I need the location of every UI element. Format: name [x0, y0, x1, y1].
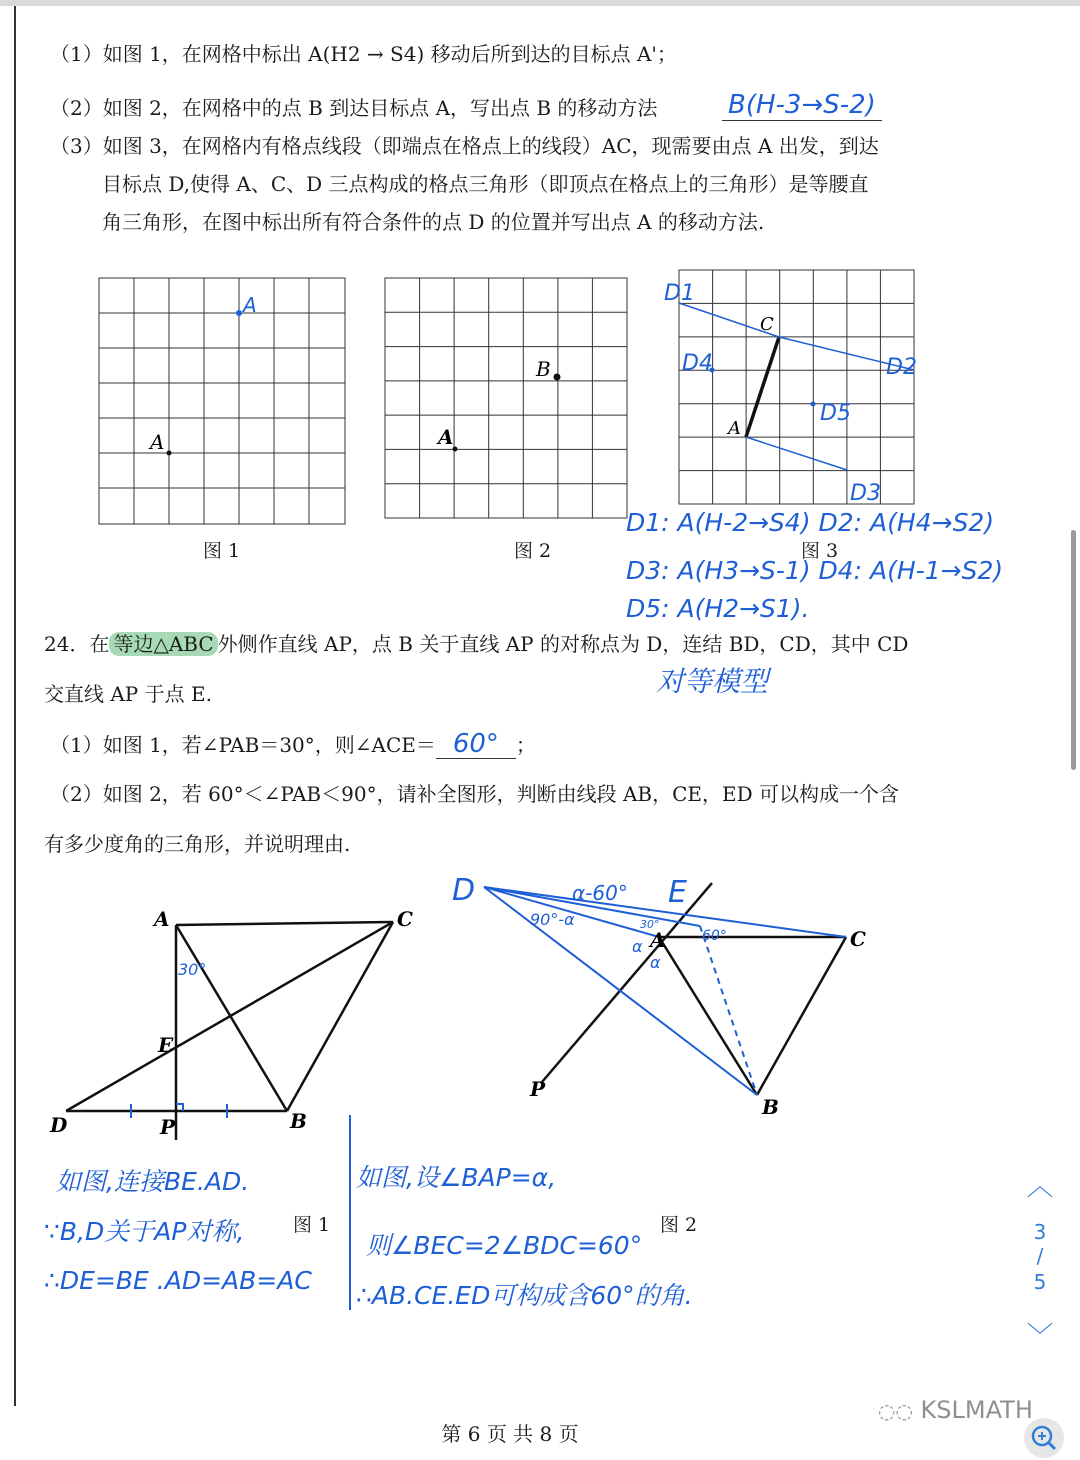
q24-fig2-label-d: D [452, 873, 476, 908]
fig2-point-b [554, 374, 561, 381]
wechat-icon: ◌◌ [878, 1399, 913, 1423]
solution1-line1: 如图,连接BE.AD. [56, 1167, 250, 1196]
q24-fig2-lines [542, 883, 846, 1095]
q24-fig1-angle-30: 30° [178, 960, 207, 979]
page-down-button[interactable]: ﹀ [1026, 1322, 1053, 1352]
q23-part2-answer: B(H-3→S-2) [722, 90, 882, 121]
q24-part2-line2: 有多少度角的三角形，并说明理由. [44, 832, 351, 856]
fig3-label-c: C [760, 314, 774, 335]
fig2-label-b: B [536, 357, 551, 381]
q23-caption-fig3: 图 3 [801, 540, 839, 562]
q24-fig2-angle-90-minus-alpha: 90°-α [530, 910, 575, 929]
page-separator: / [1036, 1244, 1044, 1268]
q24-line1 [44, 630, 908, 658]
fig1-label-a-prime: A [243, 293, 257, 317]
q24-part1-answer: 60° [436, 730, 516, 759]
q24-fig1-lines [66, 922, 393, 1140]
q24-line1-rest: 外侧作直线 AP，点 B 关于直线 AP 的对称点为 D，连结 BD，CD，其中 CD [217, 632, 909, 656]
q24-number: 24．在 [44, 632, 110, 656]
q24-fig2-angle-alpha-2: α [650, 953, 661, 972]
fig3-label-d4: D4 [682, 351, 713, 376]
grid-figure-3 [679, 270, 914, 504]
q24-fig1-label-d: D [50, 1113, 68, 1137]
q23-caption-fig2: 图 2 [514, 540, 552, 562]
q24-fig2-label-p: P [530, 1077, 546, 1101]
solution1-line2: ∵B,D关于AP对称, [44, 1217, 245, 1246]
q23-part3-line1: （3）如图 3，在网格内有格点线段（即端点在格点上的线段）AC，现需要由点 A 出发，到达 [50, 134, 879, 158]
q24-caption-fig2: 图 2 [660, 1214, 698, 1236]
q24-fig2-label-b: B [762, 1095, 779, 1119]
q24-note: 对等模型 [656, 665, 769, 698]
watermark [878, 1396, 1033, 1424]
q24-fig2-angle-alpha-minus-60: α-60° [572, 881, 628, 905]
q24-part1 [50, 730, 536, 759]
q24-fig1-label-e: E [158, 1033, 174, 1057]
q24-fig2-label-a: A [650, 928, 666, 952]
q23-part1: （1）如图 1，在网格中标出 A(H2 → S4) 移动后所到达的目标点 A'； [50, 42, 677, 66]
q24-caption-fig1: 图 1 [293, 1214, 331, 1236]
q24-fig2-angle-alpha-1: α [632, 937, 643, 956]
fig3-segment-ac [746, 337, 779, 437]
q24-fig1-label-p: P [160, 1115, 176, 1139]
grid-figure-1 [99, 278, 345, 524]
page-footer: 第 6 页 共 8 页 [441, 1422, 579, 1446]
q24-part1-end: ； [515, 733, 536, 757]
fig3-label-d1: D1 [664, 281, 695, 306]
fig3-blue-lines [679, 303, 914, 470]
q24-fig2-label-e: E [668, 875, 687, 910]
fig3-label-d5: D5 [820, 401, 851, 426]
page-up-button[interactable]: ︿ [1026, 1172, 1053, 1202]
q24-line2: 交直线 AP 于点 E. [44, 682, 212, 706]
q24-part2-line1: （2）如图 2，若 60°＜∠PAB＜90°，请补全图形，判断由线段 AB，CE，ED 可以构成一个含 [50, 782, 899, 806]
solution1-line3: ∴DE=BE .AD=AB=AC [44, 1266, 312, 1295]
fig1-point-a-prime [236, 310, 242, 316]
grid-figure-2 [385, 278, 627, 518]
q23-part3-line3: 角三角形，在图中标出所有符合条件的点 D 的位置并写出点 A 的移动方法. [102, 210, 765, 234]
fig3-label-d2: D2 [886, 355, 917, 380]
q24-fig1-label-c: C [397, 907, 413, 931]
q23-caption-fig1: 图 1 [203, 540, 241, 562]
fig3-label-d3: D3 [850, 481, 881, 506]
fig3-label-a: A [728, 418, 741, 439]
current-page-number: 3 [1033, 1220, 1047, 1244]
q24-fig1-label-b: B [290, 1109, 307, 1133]
solution2-line3: ∴AB.CE.ED可构成含60°的角. [356, 1281, 693, 1310]
fig3-answer-line3: D5: A(H2→S1). [626, 594, 810, 623]
q24-fig2-label-c: C [850, 927, 866, 951]
fig3-point-d5 [811, 402, 816, 407]
fig2-label-a: A [438, 425, 454, 449]
q24-highlight: 等边△ABC [109, 632, 217, 656]
fig1-point-a [167, 451, 172, 456]
q24-part1-text: （1）如图 1，若∠PAB＝30°，则∠ACE＝ [50, 733, 436, 757]
solution2-line2: 则∠BEC=2∠BDC=60° [366, 1231, 643, 1260]
zoom-button[interactable] [1024, 1418, 1064, 1458]
q24-fig2-angle-30: 30° [640, 918, 660, 931]
q23-part2: （2）如图 2，在网格中的点 B 到达目标点 A，写出点 B 的移动方法 [50, 96, 658, 120]
total-page-number: 5 [1033, 1270, 1047, 1294]
q24-fig2-angle-60: 60° [702, 928, 727, 944]
q23-part3-line2: 目标点 D,使得 A、C、D 三点构成的格点三角形（即顶点在格点上的三角形）是等腰直 [102, 172, 869, 196]
zoom-in-icon [1024, 1418, 1064, 1458]
watermark-text: KSLMATH [920, 1396, 1033, 1424]
q24-fig1-label-a: A [154, 907, 170, 931]
fig3-answer-line2: D3: A(H3→S-1) D4: A(H-1→S2) [626, 556, 1004, 585]
solution2-line1: 如图,设∠BAP=α, [356, 1163, 557, 1192]
fig3-answer-line1: D1: A(H-2→S4) D2: A(H4→S2) [626, 508, 995, 537]
fig1-label-a: A [150, 430, 165, 454]
